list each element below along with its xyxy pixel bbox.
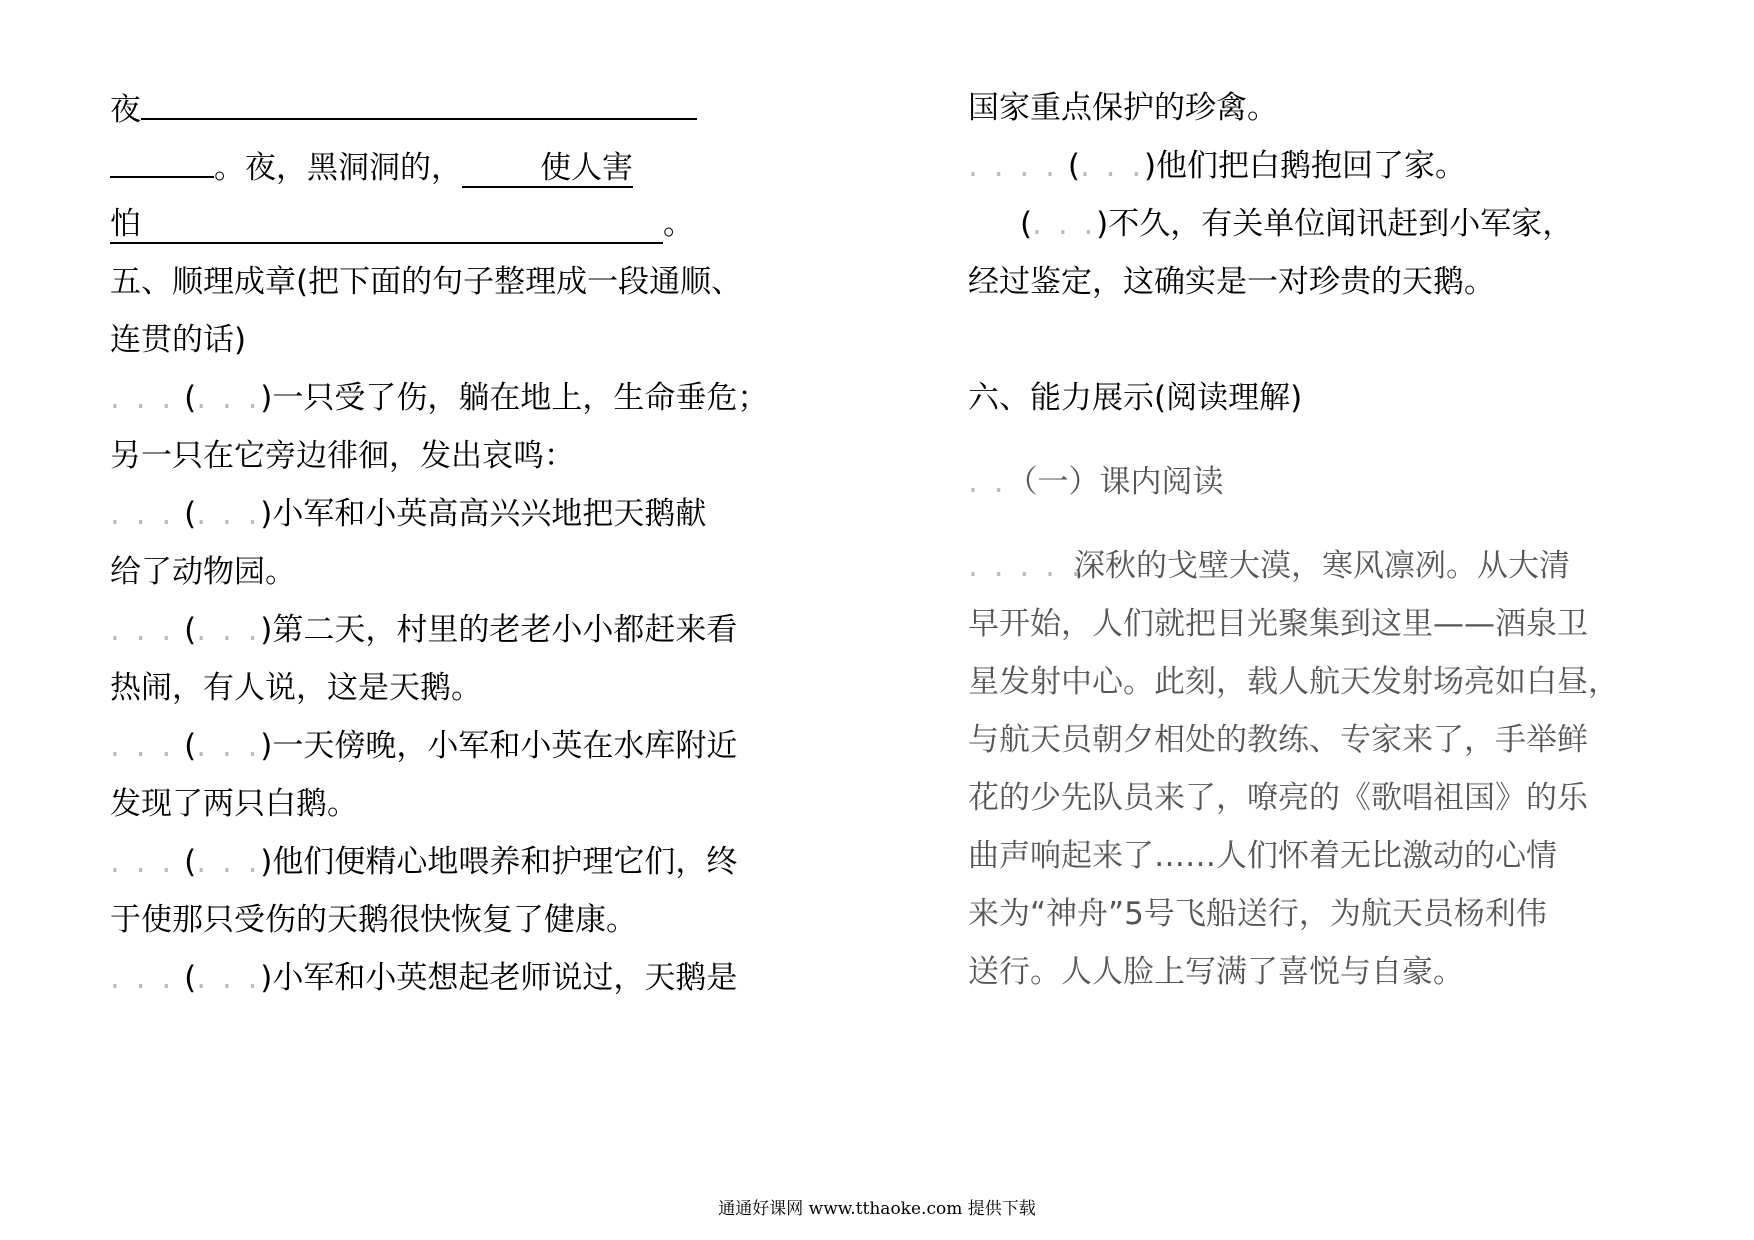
passage-line: 与航天员朝夕相处的教练、专家来了，手举鲜 — [968, 722, 1588, 758]
list-item-cont: 热闹，有人说，这是天鹅。 — [110, 670, 482, 706]
passage-line: 早开始，人们就把目光聚集到这里——酒泉卫 — [968, 606, 1588, 642]
passage-line: 曲声响起来了……人们怀着无比激动的心情 — [968, 838, 1557, 874]
passage-line: 送行。人人脸上写满了喜悦与自豪。 — [968, 954, 1464, 990]
list-item-cont: 另一只在它旁边徘徊，发出哀鸣： — [110, 438, 575, 474]
order-blank[interactable]: . . . — [196, 380, 261, 416]
section6-title: 六、能力展示(阅读理解) — [968, 380, 1303, 416]
list-item: . . . (. . .)他们便精心地喂养和护理它们，终 — [110, 844, 738, 880]
order-blank[interactable]: . . . — [1079, 148, 1145, 184]
passage-line: . . . . .深秋的戈壁大漠，寒风凛冽。从大清 — [968, 548, 1570, 584]
night-continuation-line: 怕 。 — [110, 206, 694, 242]
list-item: . . . (. . .)小军和小英想起老师说过，天鹅是 — [110, 960, 738, 996]
list-item: . . . (. . .)一只受了伤，躺在地上，生命垂危； — [110, 380, 769, 416]
order-blank[interactable]: . . . — [1032, 206, 1097, 242]
section5-title-cont: 连贯的话) — [110, 322, 247, 358]
fill-underline[interactable]: 怕 — [110, 206, 663, 244]
order-blank[interactable]: . . . — [196, 728, 261, 764]
order-blank[interactable]: . . . — [196, 496, 261, 532]
night-line: 夜 — [110, 88, 697, 130]
list-item: . . . (. . .)一天傍晚，小军和小英在水库附近 — [110, 728, 738, 764]
list-item-cont: 于使那只受伤的天鹅很快恢复了健康。 — [110, 902, 637, 938]
section5-title: 五、顺理成章(把下面的句子整理成一段通顺、 — [110, 264, 743, 300]
list-item: . . . (. . .)小军和小英高高兴兴地把天鹅献 — [110, 496, 707, 532]
list-item-cont: 经过鉴定，这确实是一对珍贵的天鹅。 — [968, 264, 1495, 300]
fill-blank[interactable] — [141, 88, 697, 120]
order-blank[interactable]: . . . — [196, 612, 261, 648]
subsection-title: . .（一）课内阅读 — [968, 464, 1224, 500]
list-item: . . . (. . .)第二天，村里的老老小小都赶来看 — [110, 612, 738, 648]
list-item: . . . . (. . .)他们把白鹅抱回了家。 — [968, 148, 1467, 184]
passage-line: 花的少先队员来了，嘹亮的《歌唱祖国》的乐 — [968, 780, 1588, 816]
fill-blank[interactable] — [110, 146, 214, 178]
list-item-cont: 给了动物园。 — [110, 554, 296, 590]
list-item-cont: 发现了两只白鹅。 — [110, 786, 358, 822]
passage-line: 星发射中心。此刻，载人航天发射场亮如白昼， — [968, 664, 1619, 700]
passage-line: 来为“神舟”5号飞船送行，为航天员杨利伟 — [968, 896, 1547, 932]
page-footer: 通通好课网 www.tthaoke.com 提供下载 — [718, 1199, 1036, 1219]
night-sentence-line: 。夜，黑洞洞的， 使人害 — [110, 146, 633, 188]
fill-underline[interactable]: 使人害 — [462, 150, 633, 188]
list-item: (. . .)不久，有关单位闻讯赶到小军家， — [1020, 206, 1574, 242]
list-item-cont: 国家重点保护的珍禽。 — [968, 90, 1278, 126]
order-blank[interactable]: . . . — [196, 844, 261, 880]
order-blank[interactable]: . . . — [196, 960, 261, 996]
